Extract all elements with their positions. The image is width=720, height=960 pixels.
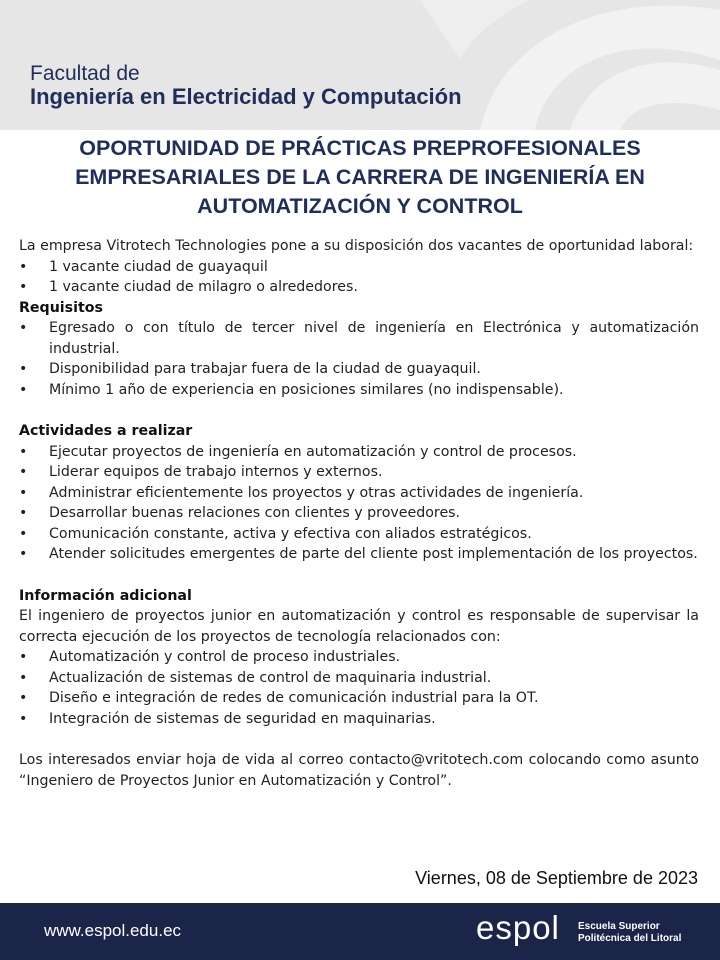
list-item: • Ejecutar proyectos de ingeniería en automatización y control de procesos. <box>19 442 699 463</box>
faculty-name-line1: Facultad de <box>30 62 140 85</box>
list-item: • Diseño e integración de redes de comunicación industrial para la OT. <box>19 688 699 709</box>
publication-date: Viernes, 08 de Septiembre de 2023 <box>415 868 698 888</box>
activities-list <box>19 442 699 565</box>
additional-info-paragraph: El ingeniero de proyectos junior en automatización y control es responsable de supervisar la correcta ejecución de los proyectos de tecnología relacionados con: <box>19 608 699 645</box>
requirements-heading: Requisitos <box>19 299 103 316</box>
logo-subtitle-line1: Escuela Superior <box>578 921 660 932</box>
faculty-name-line2: Ingeniería en Electricidad y Computación <box>30 84 462 109</box>
list-item: • 1 vacante ciudad de milagro o alrededores. <box>19 277 699 298</box>
list-item: • Egresado o con título de tercer nivel de ingeniería en Electrónica y automatización industrial. <box>19 318 699 359</box>
list-item: • Automatización y control de proceso industriales. <box>19 647 699 668</box>
list-item: • Mínimo 1 año de experiencia en posiciones similares (no indispensable). <box>19 380 699 401</box>
list-item: • Comunicación constante, activa y efectiva con aliados estratégicos. <box>19 524 699 545</box>
requirements-list <box>19 318 699 400</box>
header-banner <box>0 0 720 130</box>
list-item: • Disponibilidad para trabajar fuera de la ciudad de guayaquil. <box>19 359 699 380</box>
list-item: • Integración de sistemas de seguridad en maquinarias. <box>19 709 699 730</box>
list-item: • 1 vacante ciudad de guayaquil <box>19 257 699 278</box>
vacancies-list <box>19 257 699 298</box>
decorative-swoosh <box>300 0 720 130</box>
document-body <box>19 236 699 791</box>
footer-bar <box>0 903 720 960</box>
website-link[interactable]: www.espol.edu.ec <box>44 921 182 940</box>
intro-paragraph: La empresa Vitrotech Technologies pone a su disposición dos vacantes de oportunidad laboral: <box>19 238 694 254</box>
closing-paragraph: Los interesados enviar hoja de vida al correo contacto@vritotech.com colocando como asunto “Ingeniero de Proyectos Junior en Automatización y Control”. <box>19 752 699 789</box>
additional-info-heading: Información adicional <box>19 587 192 604</box>
additional-info-list <box>19 647 699 729</box>
list-item: • Administrar eficientemente los proyectos y otras actividades de ingeniería. <box>19 483 699 504</box>
list-item: • Atender solicitudes emergentes de parte del cliente post implementación de los proyectos. <box>19 544 699 565</box>
list-item: • Desarrollar buenas relaciones con clientes y proveedores. <box>19 503 699 524</box>
activities-heading: Actividades a realizar <box>19 423 193 439</box>
page-title: OPORTUNIDAD DE PRÁCTICAS PREPROFESIONALES EMPRESARIALES DE LA CARRERA DE INGENIERÍA EN AUTOMATIZACIÓN Y CONTROL <box>75 136 645 218</box>
logo-subtitle-line2: Politécnica del Litoral <box>578 933 682 944</box>
list-item: • Actualización de sistemas de control de maquinaria industrial. <box>19 668 699 689</box>
list-item: • Liderar equipos de trabajo internos y externos. <box>19 462 699 483</box>
logo-wordmark: espol <box>476 909 560 946</box>
